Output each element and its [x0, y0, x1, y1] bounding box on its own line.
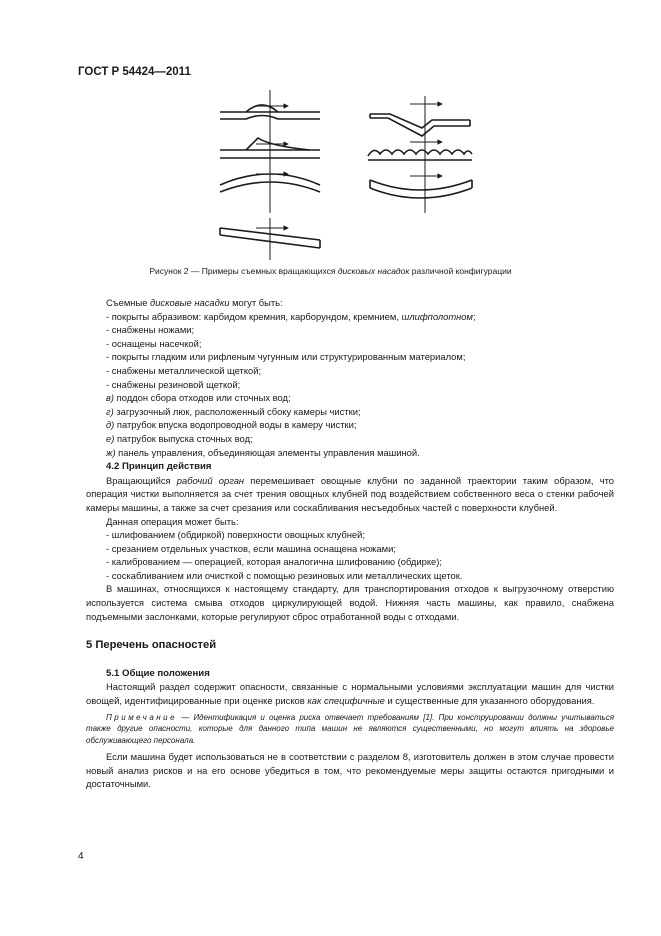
- document-header: ГОСТ Р 54424—2011: [78, 66, 191, 78]
- lettered-item: д) патрубок впуска водопроводной воды в камеру чистки;: [106, 419, 357, 431]
- paragraph: Данная операция может быть:: [106, 515, 239, 527]
- list-item: - оснащены насечкой;: [106, 337, 202, 349]
- list-item: - покрыты гладким или рифленым чугунным или структурированным материалом;: [106, 351, 466, 363]
- figure-disc-attachments: [200, 88, 500, 260]
- paragraph: Вращающийся рабочий орган перемешивает овощные клубни по заданной траектории таким образом, что операция чистки выполняется за счет трения овощных клубней под воздействием собственного веса о стенки рабочей камеры машины, а также за счет срезания или соскабливания несъедобных частей с поверхности клубней.: [86, 474, 615, 513]
- list-item: - снабжены ножами;: [106, 324, 195, 336]
- lettered-item: ж) панель управления, объединяющая элементы управления машиной.: [106, 446, 420, 458]
- paragraph: В машинах, относящихся к настоящему стандарту, для транспортирования отходов к выгрузочному отверстию используется система смыва отходов циркулирующей водой. Нижняя часть машины, как правило, снабжена подъемными заслонками, которые регулируют сброс отработанной воды с отходами.: [86, 583, 614, 622]
- page-number: 4: [78, 851, 84, 862]
- disc-shape-1: [220, 90, 320, 133]
- disc-shape-4: [220, 218, 320, 260]
- disc-shape-6: [368, 132, 472, 178]
- section-heading-4-2: 4.2 Принцип действия: [106, 461, 212, 473]
- list-item: - калиброванием — операцией, которая аналогична шлифованию (обдирке);: [106, 556, 443, 568]
- list-item: - покрыты абразивом: карбидом кремния, карборундом, кремнием, шлифполотном;: [106, 310, 476, 322]
- lettered-item: в) поддон сбора отходов или сточных вод;: [106, 392, 291, 404]
- disc-shape-7: [370, 168, 472, 213]
- disc-shape-2: [220, 130, 320, 173]
- list-item: - шлифованием (обдиркой) поверхности овощных клубней;: [106, 529, 365, 541]
- list-item: - снабжены металлической щеткой;: [106, 364, 262, 376]
- list-item: - срезанием отдельных участков, если машина оснащена ножами;: [106, 542, 396, 554]
- paragraph: Если машина будет использоваться не в соответствии с разделом 8, изготовитель должен в этом случае провести новый анализ рисков и на его основе убедиться в том, что рекомендуемые меры защиты остаются пригодными и достаточными.: [86, 751, 614, 790]
- paragraph: Настоящий раздел содержит опасности, связанные с нормальными условиями эксплуатации машин для чистки овощей, идентифицированные при оценке рисков как специфичные и существенные для указанного оборудования.: [86, 681, 614, 707]
- list-item: - снабжены резиновой щеткой;: [106, 378, 241, 390]
- main-text: [86, 296, 614, 791]
- lettered-item: г) загрузочный люк, расположенный сбоку камеры чистки;: [106, 405, 361, 417]
- disc-shape-5: [370, 96, 470, 143]
- lettered-item: е) патрубок выпуска сточных вод;: [106, 432, 253, 444]
- list-item: - соскабливанием или очисткой с помощью резиновых или металлических щеток.: [106, 569, 463, 581]
- intro-lead: Съемные дисковые насадки могут быть:: [106, 297, 283, 308]
- note: Примечание — Идентификация и оценка риска отвечает требованиям [1]. При конструировании должны учитываться также другие опасности, которые для данного типа машин не являются существенными, но могут влиять на здоровье обслуживающего персонала.: [86, 712, 614, 745]
- section-heading-5-1: 5.1 Общие положения: [106, 667, 210, 679]
- figure-caption: Рисунок 2 — Примеры съемных вращающихся дисковых насадок различной конфигурации: [149, 266, 512, 276]
- disc-shape-3: [220, 168, 320, 213]
- section-heading-5: 5 Перечень опасностей: [86, 639, 217, 652]
